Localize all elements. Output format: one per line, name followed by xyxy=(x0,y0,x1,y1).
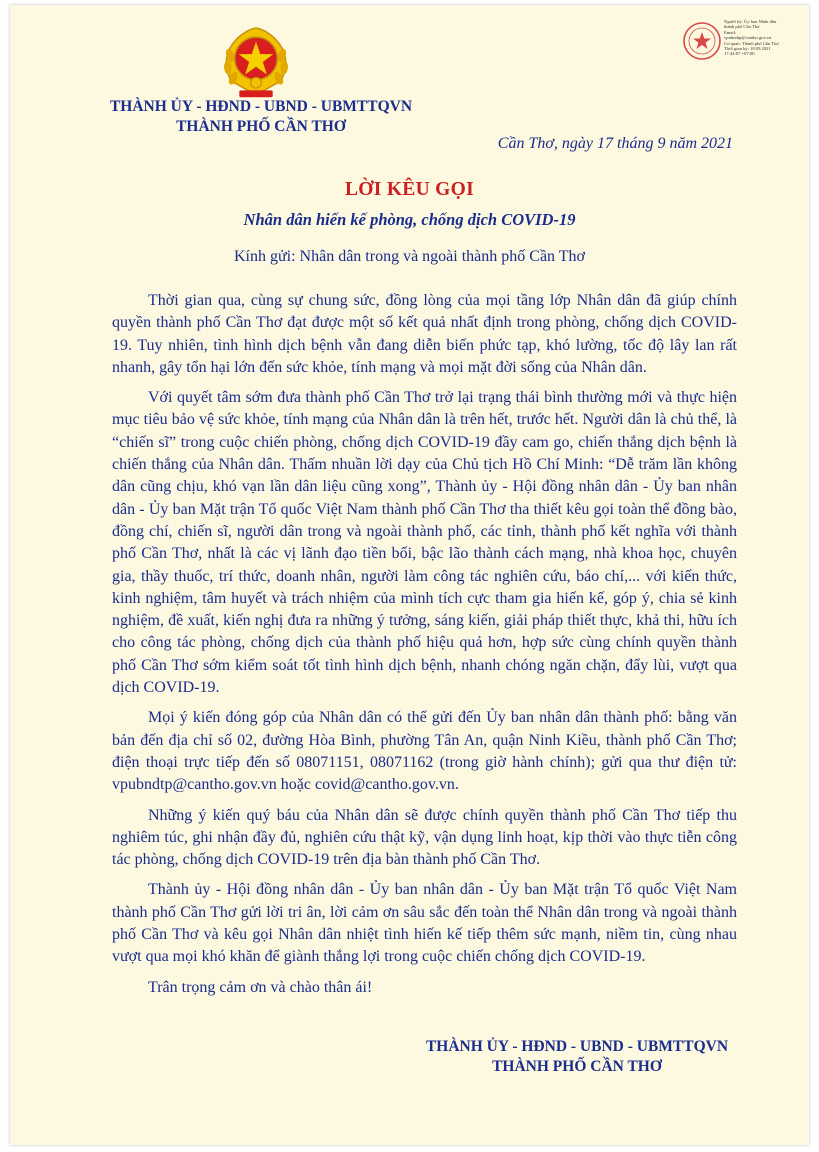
document-page xyxy=(10,5,809,1145)
document-title: LỜI KÊU GỌI xyxy=(345,179,474,200)
body-paragraph: Thời gian qua, cùng sự chung sức, đồng lòng của mọi tầng lớp Nhân dân đã giúp chính quyền thành phố Cần Thơ đạt được một số kết quả nhất định trong phòng, chống dịch COVID-19. Tuy nhiên, tình hình dịch bệnh vẫn đang diễn biến phức tạp, khó lường, tốc độ lây lan rất nhanh, gây tổn hại lớn đến sức khỏe, tính mạng và mọi mặt đời sống của Nhân dân. xyxy=(112,292,737,376)
document-date: Cần Thơ, ngày 17 tháng 9 năm 2021 xyxy=(497,135,733,152)
body-paragraph: Những ý kiến quý báu của Nhân dân sẽ được chính quyền thành phố Cần Thơ tiếp thu nghiêm túc, ghi nhận đầy đủ, nghiên cứu thật kỹ, vận dụng linh hoạt, kịp thời vào thực tiễn công tác phòng, chống dịch COVID-19 trên địa bàn thành phố Cần Thơ. xyxy=(112,806,737,869)
signature-details xyxy=(724,19,796,57)
salutation: Kính gửi: Nhân dân trong và ngoài thành phố Cần Thơ xyxy=(233,248,585,265)
signature-line: thành phố Cần Thơ xyxy=(724,24,760,30)
footer-org-line: THÀNH PHỐ CẦN THƠ xyxy=(492,1058,662,1075)
national-emblem-icon xyxy=(218,25,294,101)
closing-line: Trân trọng cảm ơn và chào thân ái! xyxy=(148,978,373,996)
body-paragraph: Mọi ý kiến đóng góp của Nhân dân có thể gửi đến Ủy ban nhân dân thành phố: bằng văn bản đến địa chỉ số 02, đường Hòa Bình, phường Tân An, quận Ninh Kiều, thành phố Cần Thơ; điện thoại trực tiếp đến số 08071151, 08071162 (trong giờ hành chính); gửi qua thư điện tử: vpubndtp@cantho.gov.vn hoặc covid@cantho.gov.vn. xyxy=(112,709,737,794)
document-body xyxy=(112,290,737,1007)
signature-line: vpubndtp@cantho.gov.vn xyxy=(724,35,772,41)
header-organization xyxy=(106,97,416,137)
signature-line: Cơ quan: Thành phố Cần Thơ xyxy=(724,40,779,46)
signature-line: Người ký: Ủy ban Nhân dân xyxy=(724,19,777,24)
digital-signature-seal-icon xyxy=(682,21,722,61)
footer-organization xyxy=(422,1037,732,1077)
header-org-line: THÀNH ỦY - HĐND - UBND - UBMTTQVN xyxy=(109,98,413,115)
digital-signature-stamp xyxy=(682,19,794,69)
body-paragraph: Với quyết tâm sớm đưa thành phố Cần Thơ trở lại trạng thái bình thường mới và thực hiện mục tiêu bảo vệ sức khỏe, tính mạng của Nhân dân là trên hết, trước hết. Người dân là chủ thể, là “chiến sĩ” trong cuộc chiến phòng, chống dịch COVID-19 đầy cam go, chiến thắng dịch bệnh là chiến thắng của Nhân dân. Thấm nhuần lời dạy của Chủ tịch Hồ Chí Minh: “Dễ trăm lần không dân cũng chịu, khó vạn lần dân liệu cũng xong”, Thành ủy - Hội đồng nhân dân - Ủy ban nhân dân - Ủy ban Mặt trận Tổ quốc Việt Nam thành phố Cần Thơ tha thiết kêu gọi toàn thể đồng bào, đồng chí, chiến sĩ, người dân trong và ngoài thành phố, các tỉnh, thành phố kết nghĩa với thành phố Cần Thơ, nhất là các vị lãnh đạo tiền bối, bậc lão thành cách mạng, nhà khoa học, chuyên gia, thầy thuốc, trí thức, doanh nhân, người làm công tác nghiên cứu, báo chí,... với kiến thức, kinh nghiệm, tâm huyết và trách nhiệm của mình tích cực tham gia hiến kế, góp ý, chia sẻ kinh nghiệm, đề xuất, kiến nghị đưa ra những ý tưởng, sáng kiến, giải pháp thiết thực, khả thi, hữu ích cho công tác phòng, chống dịch của thành phố hiệu quả hơn, hợp sức cùng chính quyền thành phố Cần Thơ sớm kiểm soát tốt tình hình dịch bệnh, nhanh chóng ngăn chặn, đẩy lùi, vượt qua dịch COVID-19. xyxy=(112,389,737,697)
body-paragraph: Thành ủy - Hội đồng nhân dân - Ủy ban nhân dân - Ủy ban Mặt trận Tổ quốc Việt Nam thành phố Cần Thơ gửi lời tri ân, lời cảm ơn sâu sắc đến toàn thể Nhân dân trong và ngoài thành phố Cần Thơ và kêu gọi Nhân dân nhiệt tình hiến kế tiếp thêm sức mạnh, niềm tin, cùng nhau vượt qua mọi khó khăn để giành thắng lợi trong cuộc chiến chống dịch COVID-19. xyxy=(112,881,737,966)
header-org-line: THÀNH PHỐ CẦN THƠ xyxy=(176,118,346,135)
signature-line: Email: xyxy=(724,29,737,35)
signature-line: 17:44:07 +07:00 xyxy=(724,51,755,57)
document-subtitle: Nhân dân hiến kế phòng, chống dịch COVID-19 xyxy=(243,210,576,229)
signature-line: Thời gian ký: 18.09.2021 xyxy=(724,46,771,52)
footer-org-line: THÀNH ỦY - HĐND - UBND - UBMTTQVN xyxy=(425,1038,729,1055)
